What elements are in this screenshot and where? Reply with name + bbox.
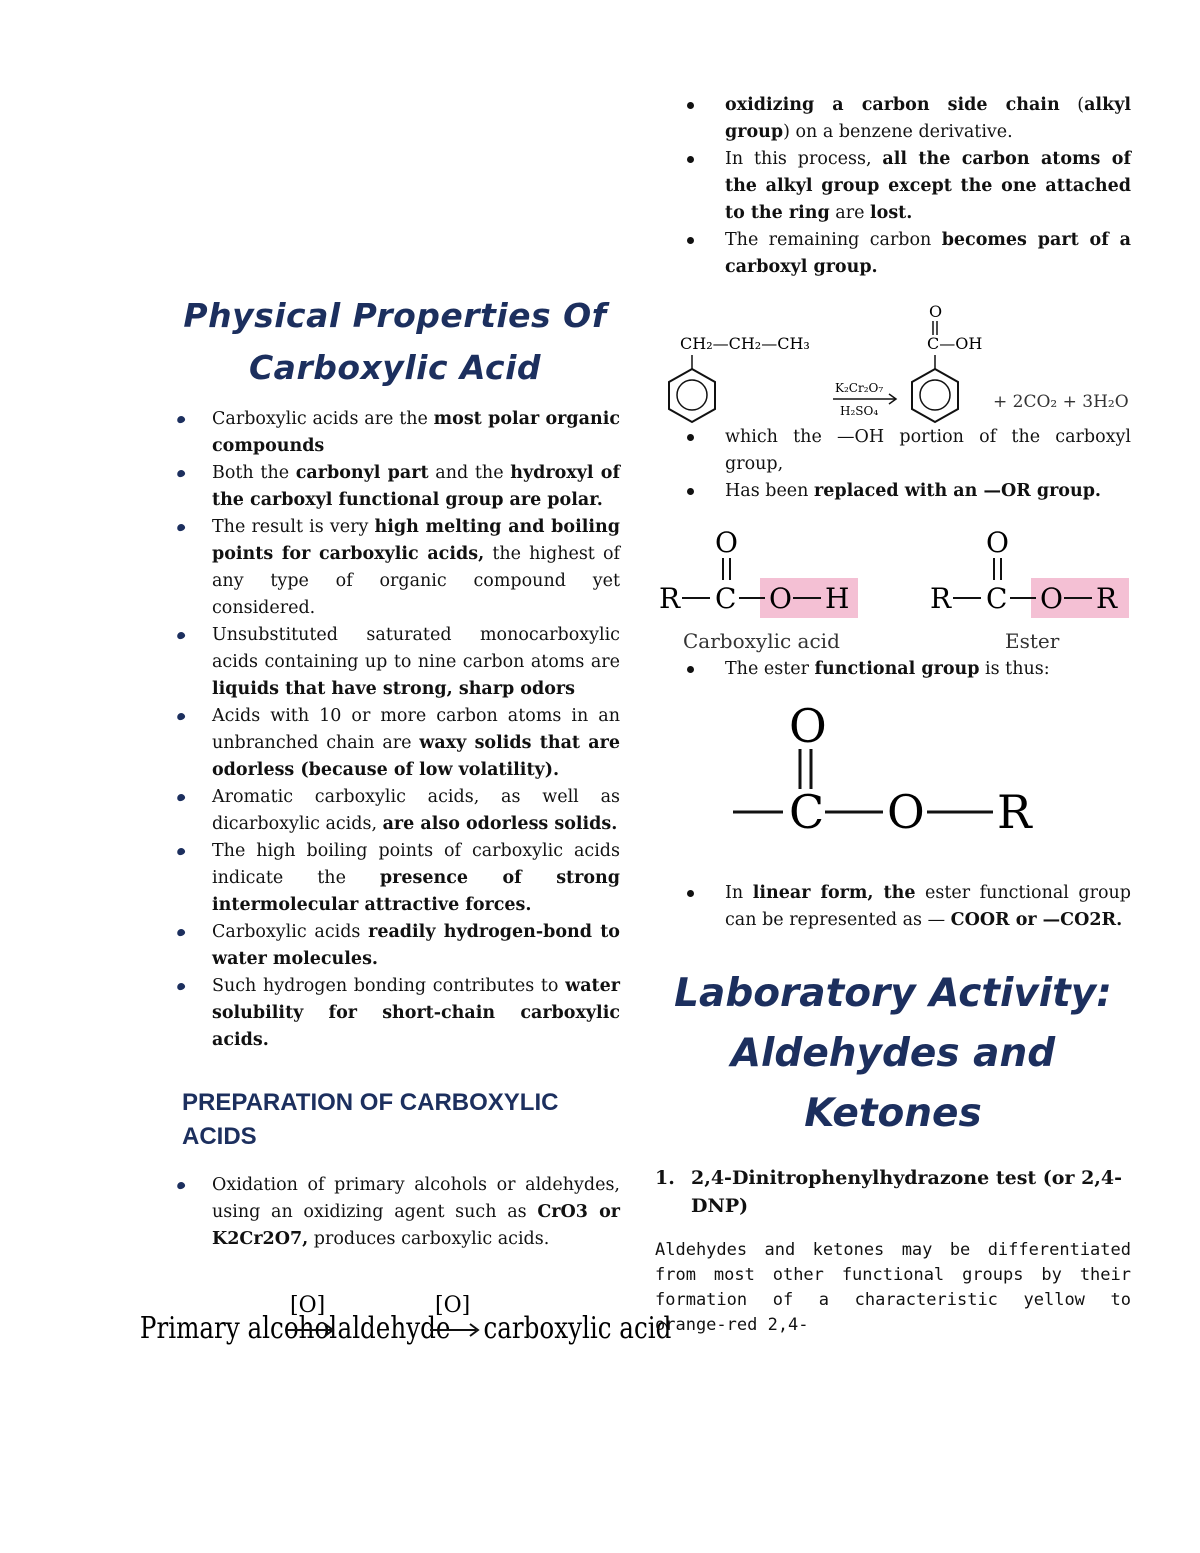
- acid-c: C: [715, 582, 737, 615]
- list-item: Both the carbonyl part and the hydroxyl of the carboxyl functional group are polar.: [170, 460, 620, 514]
- scheme-carboxylic-acid: carboxylic acid: [483, 1311, 672, 1346]
- ester-functional-group-list: [725, 656, 1131, 683]
- scheme-primary-alcohol: Primary alcohol: [139, 1311, 338, 1346]
- ester-caption: Ester: [1005, 629, 1060, 653]
- dnp-test-paragraph: Aldehydes and ketones may be differentiated from most other functional groups by their formation of a characteristic yellow to orange-red 2,4-: [655, 1240, 1131, 1335]
- list-item: In this process, all the carbon atoms of the alkyl group except the one attached to the ring are lost.: [655, 146, 1131, 227]
- byproducts: + 2CO₂ + 3H₂O: [993, 392, 1129, 412]
- ester-r1: R: [930, 582, 952, 615]
- oh-portion-block: [655, 424, 1131, 505]
- list-item: Aromatic carboxylic acids, as well as dicarboxylic acids, are also odorless solids.: [170, 784, 620, 838]
- section-title-physical-properties: Physical Properties Of Carboxylic Acid: [183, 296, 607, 387]
- dnp-test-heading: 1. 2,4-Dinitrophenylhydrazone test (or 2,4-DNP): [655, 1167, 1123, 1217]
- scheme-aldehyde: aldehyde: [337, 1311, 451, 1346]
- list-item: Unsubstituted saturated monocarboxylic acids containing up to nine carbon atoms are liquids that have strong, sharp odors: [170, 622, 620, 703]
- benzene-ring-product: [912, 369, 958, 422]
- list-item: Acids with 10 or more carbon atoms in an unbranched chain are waxy solids that are odorless (because of low volatility).: [170, 703, 620, 784]
- physical-properties-list: [170, 406, 620, 1054]
- linear-form-list: [725, 880, 1131, 934]
- group-r: R: [997, 785, 1032, 839]
- list-item: In linear form, the ester functional group can be represented as — COOR or —CO2R.: [655, 880, 1131, 934]
- scheme-oxidant-2: [O]: [435, 1293, 471, 1318]
- right-column: [655, 92, 1132, 1335]
- acid-h: H: [825, 582, 850, 615]
- list-item: Carboxylic acids readily hydrogen-bond to water molecules.: [170, 919, 620, 973]
- list-text-continuation: which the —OH portion of the carboxyl group,: [655, 424, 1131, 478]
- ester-r2: R: [1096, 582, 1118, 615]
- list-item: oxidizing a carbon side chain (alkyl group) on a benzene derivative.: [655, 92, 1131, 146]
- group-carbonyl-o: O: [789, 699, 827, 753]
- ester-o: O: [1040, 582, 1063, 615]
- carboxyl-label: C—OH: [927, 334, 983, 353]
- carbonyl-oxygen: O: [929, 302, 943, 321]
- preparation-list: [170, 1172, 620, 1253]
- ester-functional-group-structure: [725, 694, 1125, 844]
- carboxylic-acid-caption: Carboxylic acid: [683, 629, 840, 653]
- propyl-chain-label: CH₂—CH₂—CH₃: [680, 334, 810, 353]
- list-item: Has been replaced with an —OR group.: [655, 478, 1131, 505]
- left-column: [139, 290, 672, 1346]
- ester-c: C: [986, 582, 1008, 615]
- list-item: The high boiling points of carboxylic acids indicate the presence of strong intermolecular attractive forces.: [170, 838, 620, 919]
- laboratory-activity-title: Laboratory Activity: Aldehydes and Ketones: [674, 971, 1112, 1136]
- acid-r: R: [659, 582, 681, 615]
- carboxylic-acid-vs-ester: [655, 522, 1135, 662]
- side-chain-oxidation-reaction: [655, 297, 1135, 437]
- list-item: Carboxylic acids are the most polar organic compounds: [170, 406, 620, 460]
- reagent-top: K₂Cr₂O₇: [835, 381, 884, 395]
- list-item: The remaining carbon becomes part of a carboxyl group.: [655, 227, 1131, 281]
- list-item: The ester functional group is thus:: [655, 656, 1131, 683]
- acid-carbonyl-o: O: [715, 526, 738, 559]
- oxidation-scheme: [135, 1290, 672, 1360]
- list-item: The result is very high melting and boiling points for carboxylic acids, the highest of any type of organic compound yet considered.: [170, 514, 620, 622]
- reagent-bottom: H₂SO₄: [840, 404, 879, 418]
- ester-carbonyl-o: O: [986, 526, 1009, 559]
- side-chain-oxidation-list: [725, 92, 1131, 281]
- preparation-heading: PREPARATION OF CARBOXYLIC ACIDS: [182, 1089, 559, 1150]
- benzene-ring-reactant: [669, 369, 715, 422]
- list-item: Such hydrogen bonding contributes to water solubility for short-chain carboxylic acids.: [170, 973, 620, 1054]
- scheme-oxidant-1: [O]: [290, 1293, 326, 1318]
- list-item: Oxidation of primary alcohols or aldehydes, using an oxidizing agent such as CrO3 or K2Cr2O7, produces carboxylic acids.: [170, 1172, 620, 1253]
- group-c: C: [789, 785, 825, 839]
- group-o: O: [887, 785, 925, 839]
- acid-o: O: [769, 582, 792, 615]
